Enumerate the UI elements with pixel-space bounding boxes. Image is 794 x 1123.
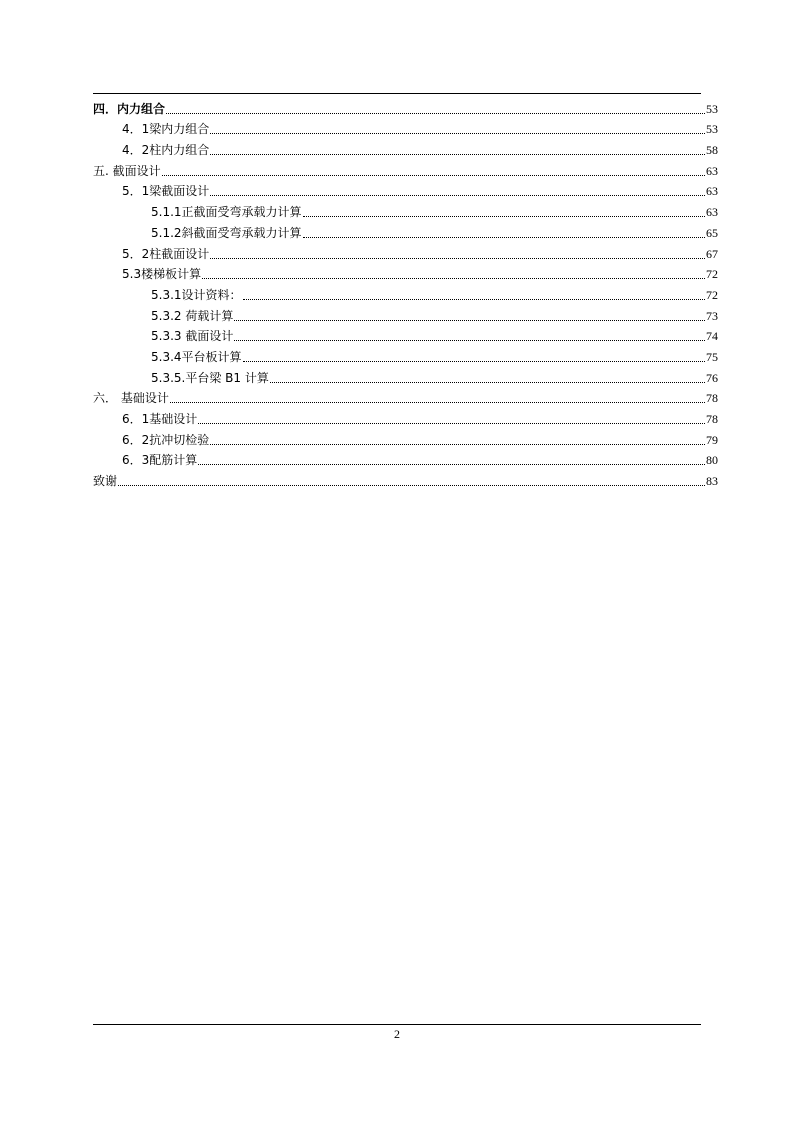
toc-entry-title: 5．2柱截面设计: [122, 246, 210, 261]
toc-dot-leader: [210, 133, 705, 134]
toc-entry-page-number: 58: [706, 143, 718, 158]
toc-entry-title: 致谢: [93, 474, 118, 489]
toc-dot-leader: [170, 402, 705, 403]
toc-entry[interactable]: [93, 179, 718, 200]
toc-entry-page-number: 53: [706, 101, 718, 116]
toc-entry-title: 5.1.1正截面受弯承载力计算: [151, 205, 302, 220]
toc-entry-page-number: 83: [706, 474, 718, 489]
table-of-contents: [93, 96, 718, 489]
toc-dot-leader: [243, 299, 705, 300]
toc-entry-title: 5.3.3 截面设计: [151, 329, 234, 344]
toc-entry-title: 五. 截面设计: [93, 163, 161, 178]
toc-entry-page-number: 72: [706, 267, 718, 282]
toc-entry-page-number: 63: [706, 163, 718, 178]
toc-entry-page-number: 78: [706, 391, 718, 406]
toc-entry-page-number: 75: [706, 349, 718, 364]
toc-dot-leader: [118, 485, 705, 486]
toc-entry-title: 6．3配筋计算: [122, 453, 198, 468]
toc-dot-leader: [210, 195, 705, 196]
toc-dot-leader: [210, 444, 705, 445]
toc-entry[interactable]: [93, 96, 718, 117]
toc-entry-title: 5.1.2斜截面受弯承载力计算: [151, 225, 302, 240]
toc-entry[interactable]: [93, 220, 718, 241]
toc-entry-page-number: 72: [706, 287, 718, 302]
toc-entry[interactable]: [93, 468, 718, 489]
toc-entry[interactable]: [93, 158, 718, 179]
toc-entry-title: 5.3.1设计资料：: [151, 287, 242, 302]
toc-entry[interactable]: [93, 137, 718, 158]
toc-entry-page-number: 67: [706, 246, 718, 261]
toc-entry-title: 四．内力组合: [93, 101, 166, 116]
footer-rule: [93, 1024, 701, 1025]
toc-entry-page-number: 78: [706, 412, 718, 426]
toc-entry[interactable]: [93, 303, 718, 324]
footer-page-number: 2: [394, 1027, 400, 1041]
toc-entry-page-number: 63: [706, 184, 718, 199]
toc-entry[interactable]: [93, 324, 718, 345]
toc-entry-title: 6．2抗冲切检验: [122, 432, 210, 447]
toc-entry-page-number: 80: [706, 453, 718, 468]
toc-dot-leader: [303, 216, 705, 217]
toc-entry-page-number: 65: [706, 225, 718, 240]
toc-entry-title: 5.3.2 荷载计算: [151, 308, 234, 323]
toc-dot-leader: [202, 278, 705, 279]
toc-entry-title: 六． 基础设计: [93, 391, 169, 406]
toc-entry-title: 4．1梁内力组合: [122, 122, 210, 137]
toc-dot-leader: [243, 361, 705, 362]
toc-dot-leader: [198, 464, 705, 465]
toc-entry-page-number: 79: [706, 432, 718, 447]
toc-entry[interactable]: [93, 365, 718, 386]
toc-entry-page-number: 63: [706, 205, 718, 220]
toc-dot-leader: [162, 175, 705, 176]
toc-entry-title: 5.3.4平台板计算: [151, 349, 242, 364]
toc-entry-page-number: 74: [706, 329, 718, 344]
toc-entry[interactable]: [93, 117, 718, 138]
header-rule: [93, 93, 701, 94]
toc-entry-page-number: 76: [706, 370, 718, 385]
toc-entry-page-number: 73: [706, 308, 718, 323]
toc-entry-title: 6．1基础设计: [122, 412, 198, 426]
toc-entry[interactable]: [93, 386, 718, 407]
toc-entry[interactable]: [93, 448, 718, 469]
toc-entry[interactable]: [93, 262, 718, 283]
toc-entry-title: 5.3.5.平台梁 B1 计算: [151, 370, 269, 385]
toc-dot-leader: [234, 340, 705, 341]
toc-dot-leader: [210, 258, 705, 259]
toc-dot-leader: [234, 320, 705, 321]
toc-entry[interactable]: [93, 241, 718, 262]
toc-entry[interactable]: [93, 406, 718, 427]
toc-entry-title: 5．1梁截面设计: [122, 184, 210, 199]
toc-entry[interactable]: [93, 344, 718, 365]
toc-dot-leader: [210, 154, 705, 155]
toc-entry-title: 4．2柱内力组合: [122, 143, 210, 158]
toc-entry[interactable]: [93, 282, 718, 303]
toc-entry[interactable]: [93, 427, 718, 448]
toc-dot-leader: [166, 113, 705, 114]
toc-dot-leader: [303, 237, 705, 238]
toc-entry-title: 5.3楼梯板计算: [122, 267, 202, 282]
toc-entry-page-number: 53: [706, 122, 718, 137]
toc-dot-leader: [198, 423, 705, 424]
toc-entry[interactable]: [93, 199, 718, 220]
toc-dot-leader: [270, 382, 705, 383]
